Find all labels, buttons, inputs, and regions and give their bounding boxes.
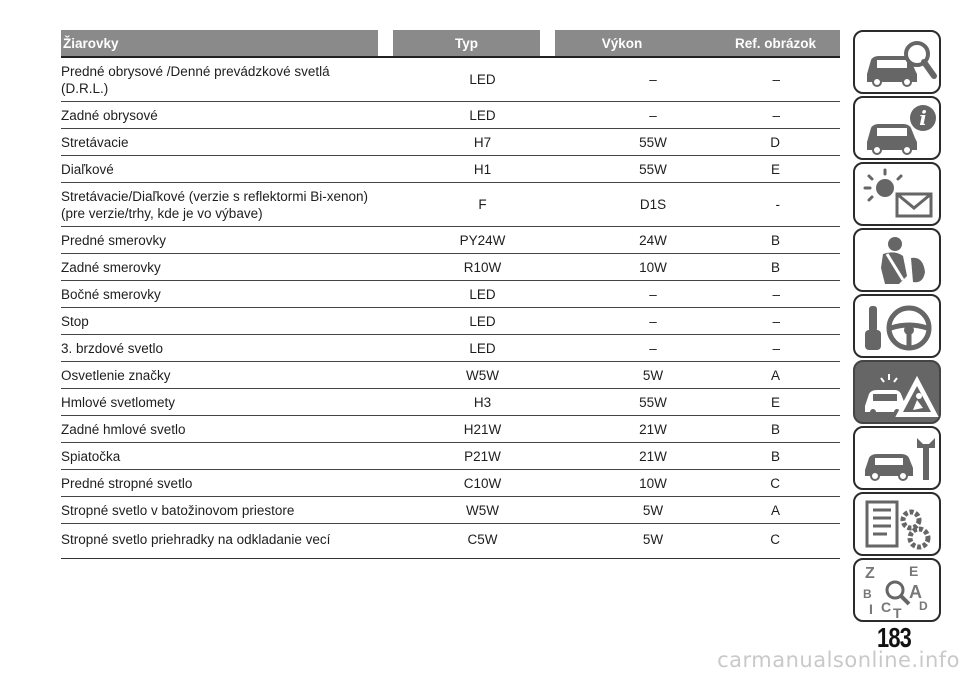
bulb-type: R10W bbox=[463, 259, 502, 275]
bulb-type: H3 bbox=[473, 394, 492, 410]
bulb-ref: E bbox=[770, 161, 780, 177]
bulb-power: 21W bbox=[639, 421, 667, 437]
table-row bbox=[61, 497, 840, 524]
bulb-ref: B bbox=[770, 421, 780, 437]
bulb-name: 3. brzdové svetlo bbox=[61, 340, 164, 356]
table-header bbox=[61, 30, 840, 56]
bulb-name: Stop bbox=[61, 313, 89, 329]
bulb-power: – bbox=[649, 72, 657, 87]
header-bulbs: Žiarovky bbox=[61, 30, 378, 56]
bulb-type: LED bbox=[469, 72, 496, 87]
bulb-ref: C bbox=[770, 532, 780, 547]
table-row bbox=[61, 129, 840, 156]
bulb-type: C5W bbox=[467, 532, 498, 547]
bulb-ref: – bbox=[772, 72, 780, 87]
bulb-power: 55W bbox=[639, 161, 667, 177]
bulb-name: Hmlové svetlomety bbox=[61, 394, 176, 410]
index-letter-a: A bbox=[909, 582, 922, 602]
seatbelt-airbag-icon bbox=[859, 232, 939, 290]
bulb-power: – bbox=[649, 286, 657, 302]
bulb-ref: A bbox=[770, 502, 780, 518]
bulb-ref: - bbox=[775, 197, 780, 212]
header-power: Výkon bbox=[555, 30, 689, 56]
bulb-ref: – bbox=[772, 313, 780, 329]
bulb-name: Stretávacie bbox=[61, 134, 129, 150]
bulb-ref: – bbox=[772, 286, 780, 302]
header-type: Typ bbox=[393, 30, 540, 56]
bulb-table bbox=[61, 30, 840, 559]
bulb-name: Diaľkové bbox=[61, 161, 114, 177]
bulb-name: Predné obrysové /Denné prevádzkové svetlá (D.R.L.) bbox=[61, 63, 330, 96]
bulb-type: W5W bbox=[466, 367, 499, 383]
bulb-name: Zadné obrysové bbox=[61, 107, 158, 123]
bulb-ref: E bbox=[770, 394, 780, 410]
bulb-type: H21W bbox=[463, 421, 502, 437]
bulb-power: 5W bbox=[642, 532, 664, 547]
bulb-ref: D bbox=[770, 134, 780, 150]
index-letter-b: B bbox=[863, 587, 872, 601]
nav-tab-knowing-car[interactable] bbox=[853, 30, 941, 94]
bulb-power: 55W bbox=[639, 394, 667, 410]
bulb-power: – bbox=[649, 340, 657, 356]
index-letter-z: Z bbox=[865, 565, 875, 582]
specifications-gear-icon bbox=[859, 496, 939, 554]
watermark: carmanualsonline.info bbox=[717, 648, 960, 672]
bulb-power: – bbox=[649, 313, 657, 329]
index-letter-d: D bbox=[919, 599, 928, 613]
bulb-name: Zadné hmlové svetlo bbox=[61, 421, 186, 437]
bulb-type: LED bbox=[469, 313, 496, 329]
table-row bbox=[61, 389, 840, 416]
bulb-power: 10W bbox=[639, 259, 667, 275]
index-letter-i: I bbox=[869, 601, 873, 617]
bulb-name: Stropné svetlo priehradky na odkladanie vecí bbox=[61, 532, 331, 547]
bulb-name: Predné smerovky bbox=[61, 232, 167, 248]
table-row bbox=[61, 524, 840, 559]
bulb-type: P21W bbox=[464, 448, 501, 464]
bulb-ref: B bbox=[770, 259, 780, 275]
index-letter-c: C bbox=[881, 599, 892, 615]
bulb-power: 21W bbox=[639, 448, 667, 464]
table-row bbox=[61, 308, 840, 335]
bulb-power: 5W bbox=[642, 367, 664, 383]
bulb-type: H7 bbox=[473, 134, 492, 150]
index-letter-e: E bbox=[909, 563, 919, 579]
table-row bbox=[61, 335, 840, 362]
bulb-type: PY24W bbox=[459, 232, 506, 248]
index-letter-t: T bbox=[893, 605, 902, 620]
bulb-power: D1S bbox=[639, 197, 667, 212]
header-ref: Ref. obrázok bbox=[689, 30, 840, 56]
bulb-name: Stretávacie/Diaľkové (verzie s reflektormi Bi-xenon) (pre verzie/trhy, kde je vo výbave) bbox=[61, 188, 369, 221]
bulb-type: W5W bbox=[466, 502, 499, 518]
bulb-power: 55W bbox=[639, 134, 667, 150]
car-breakdown-warning-icon bbox=[859, 364, 939, 422]
bulb-ref: – bbox=[772, 107, 780, 123]
bulb-name: Stropné svetlo v batožinovom priestore bbox=[61, 502, 295, 518]
car-search-icon bbox=[859, 34, 939, 92]
page-number: 183 bbox=[876, 622, 912, 653]
nav-tab-warning-lights[interactable] bbox=[853, 162, 941, 226]
bulb-type: LED bbox=[469, 340, 496, 356]
table-row bbox=[61, 102, 840, 129]
bulb-ref: – bbox=[772, 340, 780, 356]
bulb-ref: B bbox=[770, 448, 780, 464]
table-row bbox=[61, 254, 840, 281]
bulb-type: C10W bbox=[463, 475, 502, 491]
nav-tab-starting-driving[interactable] bbox=[853, 294, 941, 358]
bulb-power: 5W bbox=[642, 502, 664, 518]
bulb-power: 24W bbox=[639, 232, 667, 248]
bulb-ref: B bbox=[770, 232, 780, 248]
car-info-icon bbox=[859, 100, 939, 158]
bulb-type: LED bbox=[469, 286, 496, 302]
bulb-type: F bbox=[478, 197, 487, 212]
table-row bbox=[61, 416, 840, 443]
bulb-name: Osvetlenie značky bbox=[61, 367, 171, 383]
bulb-ref: C bbox=[770, 475, 780, 491]
bulb-name: Spiatočka bbox=[61, 448, 121, 464]
table-row bbox=[61, 443, 840, 470]
key-steering-wheel-icon bbox=[859, 298, 939, 356]
car-maintenance-wrench-icon bbox=[859, 430, 939, 488]
bulb-type: H1 bbox=[473, 161, 492, 177]
table-row bbox=[61, 58, 840, 102]
table-row bbox=[61, 183, 840, 227]
table-row bbox=[61, 470, 840, 497]
bulb-type: LED bbox=[469, 107, 496, 123]
bulb-power: 10W bbox=[639, 475, 667, 491]
bulb-name: Bočné smerovky bbox=[61, 286, 161, 302]
table-row bbox=[61, 281, 840, 308]
nav-tab-emergency[interactable] bbox=[853, 360, 941, 424]
table-row bbox=[61, 362, 840, 389]
nav-tab-safety[interactable] bbox=[853, 228, 941, 292]
bulb-name: Predné stropné svetlo bbox=[61, 475, 193, 491]
bulb-name: Zadné smerovky bbox=[61, 259, 161, 275]
alphabetical-index-icon bbox=[859, 562, 939, 620]
warning-lights-message-icon bbox=[859, 166, 939, 224]
table-row bbox=[61, 156, 840, 183]
bulb-ref: A bbox=[770, 367, 780, 383]
table-body bbox=[61, 58, 840, 559]
nav-tab-index[interactable] bbox=[853, 558, 941, 622]
nav-tab-technical-data[interactable] bbox=[853, 492, 941, 556]
nav-tab-info[interactable] bbox=[853, 96, 941, 160]
table-row bbox=[61, 227, 840, 254]
bulb-power: – bbox=[649, 107, 657, 123]
nav-tab-maintenance[interactable] bbox=[853, 426, 941, 490]
svg-text:i: i bbox=[919, 106, 927, 130]
